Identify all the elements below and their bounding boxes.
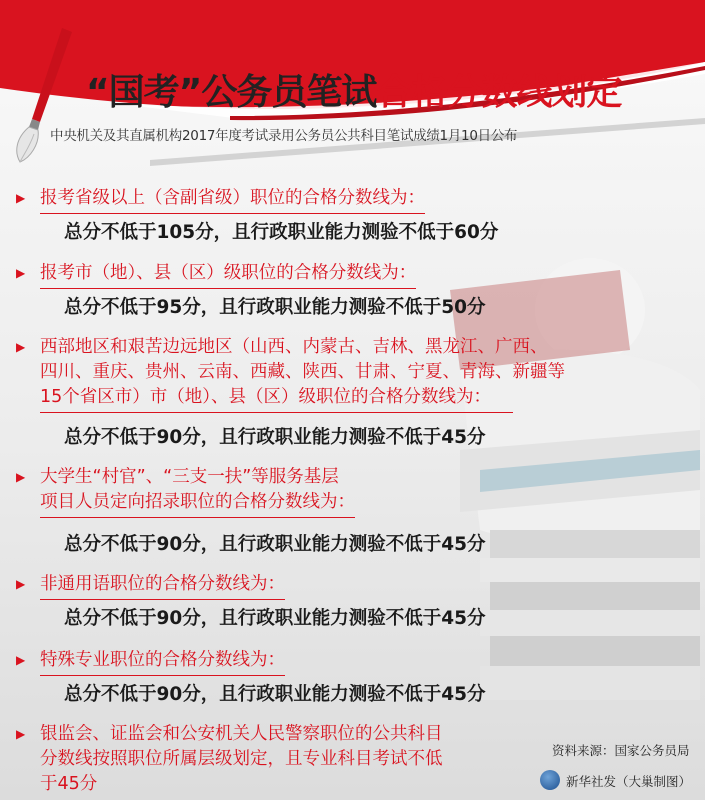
title-part2: 合格分数线划定 [376, 72, 622, 113]
xinhua-logo-icon [540, 770, 560, 790]
title-part1: “国考”公务员笔试 [86, 72, 377, 113]
criteria-label: ▶ 报考省级以上（含副省级）职位的合格分数线为： [0, 186, 705, 214]
brush-illustration [10, 26, 80, 166]
subtitle: 中央机关及其直属机构2017年度考试录用公务员公共科目笔试成绩1月10日公布 [50, 128, 518, 144]
list-item [0, 335, 705, 453]
criteria-label: ▶ 报考市（地）、县（区）级职位的合格分数线为： [0, 261, 705, 289]
list-item [0, 648, 705, 710]
criteria-score: 总分不低于90分，且行政职业能力测验不低于45分 [64, 534, 486, 555]
list-item [0, 186, 705, 248]
criteria-label: ▶ 非通用语职位的合格分数线为： [0, 572, 705, 600]
criteria-list [0, 186, 705, 797]
criteria-label: ▶ 西部地区和艰苦边远地区（山西、内蒙古、吉林、黑龙江、广西、 四川、重庆、贵州、云南、西藏、陕西、甘肃、宁夏、青海、新疆等 15个省区市）市（地）、县（区）级职位的合格分数线为： [0, 335, 705, 413]
criteria-score: 总分不低于95分，且行政职业能力测验不低于50分 [64, 297, 486, 318]
criteria-label: ▶ 银监会、证监会和公安机关人民警察职位的公共科目 分数线按照职位所属层级划定，且专业科目考试不低 于45分 [0, 722, 705, 797]
list-item [0, 465, 705, 560]
criteria-score: 总分不低于90分，且行政职业能力测验不低于45分 [64, 684, 486, 705]
list-item [0, 572, 705, 634]
criteria-score: 总分不低于90分，且行政职业能力测验不低于45分 [64, 427, 486, 448]
criteria-label: ▶ 大学生“村官”、“三支一扶”等服务基层 项目人员定向招录职位的合格分数线为： [0, 465, 705, 518]
criteria-score: 总分不低于90分，且行政职业能力测验不低于45分 [64, 608, 486, 629]
page-title [86, 64, 621, 115]
criteria-score: 总分不低于105分，且行政职业能力测验不低于60分 [64, 222, 499, 243]
agency-credit: 新华社发（大巢制图） [566, 774, 692, 789]
source-note: 资料来源：国家公务员局 [552, 743, 690, 758]
list-item [0, 261, 705, 323]
criteria-label: ▶ 特殊专业职位的合格分数线为： [0, 648, 705, 676]
